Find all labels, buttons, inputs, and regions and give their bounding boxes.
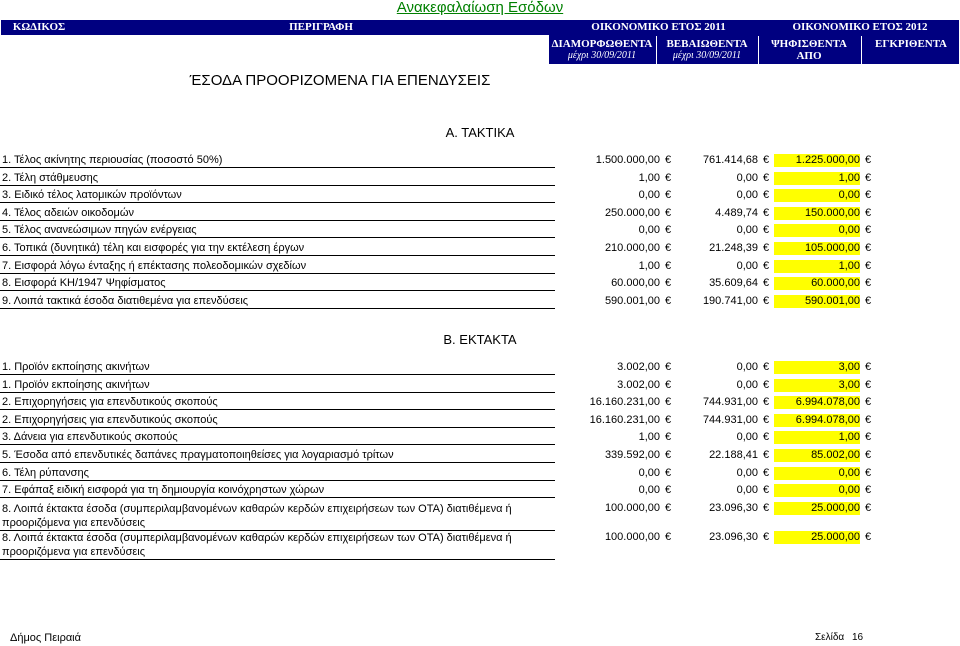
row-label: 3. Δάνεια για επενδυτικούς σκοπούς: [2, 431, 178, 444]
euro-symbol: €: [762, 396, 770, 409]
row-label: 9. Λοιπά τακτικά έσοδα διατιθεμένα για επενδύσεις: [2, 294, 249, 307]
euro-symbol: €: [664, 154, 672, 166]
euro-symbol: €: [664, 224, 672, 237]
euro-symbol: €: [762, 449, 770, 461]
cell-voted: 150.000,00: [774, 207, 860, 220]
table-row: [0, 361, 960, 374]
header-code: ΚΩΔΙΚΟΣ: [12, 21, 66, 33]
table-row: [0, 207, 960, 220]
euro-symbol: €: [864, 502, 872, 514]
table-row: [0, 172, 960, 185]
cell-certified: 190.741,00: [702, 294, 758, 307]
euro-symbol: €: [664, 189, 672, 202]
euro-symbol: €: [762, 484, 770, 497]
cell-voted: 85.002,00: [774, 449, 860, 462]
table-row: [0, 431, 960, 444]
row-divider: [0, 559, 555, 560]
header-divider: [861, 36, 862, 64]
cell-certified: 761.414,68: [702, 154, 758, 166]
header-certified-date: μέχρι 30/09/2011: [672, 50, 742, 61]
cell-voted: 105.000,00: [774, 242, 860, 255]
euro-symbol: €: [864, 259, 872, 272]
cell-certified: 744.931,00: [702, 396, 758, 409]
cell-certified: 0,00: [736, 189, 758, 202]
euro-symbol: €: [762, 531, 770, 543]
row-label: 5. Τέλος ανανεώσιμων πηγών ενέργειας: [2, 224, 197, 237]
euro-symbol: €: [762, 206, 770, 219]
header-formed-label: ΔΙΑΜΟΡΦΩΘΕΝΤΑ: [551, 38, 653, 50]
footer-page-number: 16: [852, 632, 864, 643]
euro-symbol: €: [864, 206, 872, 219]
euro-symbol: €: [664, 484, 672, 497]
regular-heading: Α. ΤΑΚΤΙΚΑ: [445, 125, 515, 140]
cell-voted: 0,00: [774, 484, 860, 497]
row-label: 2. Τέλη στάθμευσης: [2, 171, 99, 184]
euro-symbol: €: [762, 502, 770, 514]
euro-symbol: €: [864, 294, 872, 307]
table-row: [0, 502, 960, 530]
row-divider: [0, 185, 555, 186]
euro-symbol: €: [664, 294, 672, 307]
cell-voted: 60.000,00: [774, 277, 860, 290]
euro-symbol: €: [762, 431, 770, 444]
cell-certified: 35.609,64: [709, 277, 758, 290]
euro-symbol: €: [664, 361, 672, 373]
cell-voted: 590.001,00: [774, 295, 860, 308]
cell-certified: 0,00: [736, 259, 758, 272]
cell-certified: 23.096,30: [709, 531, 758, 543]
euro-symbol: €: [762, 466, 770, 479]
cell-formed: 1,00: [638, 171, 660, 184]
cell-formed: 3.002,00: [617, 361, 660, 373]
cell-certified: 0,00: [736, 466, 758, 479]
row-label: 2. Επιχορηγήσεις για επενδυτικούς σκοπούς: [2, 396, 218, 409]
euro-symbol: €: [664, 206, 672, 219]
euro-symbol: €: [762, 277, 770, 290]
cell-formed: 590.001,00: [604, 294, 660, 307]
row-label: 2. Επιχορηγήσεις για επενδυτικούς σκοπούς: [2, 413, 218, 426]
cell-formed: 1,00: [638, 431, 660, 444]
cell-certified: 22.188,41: [709, 449, 758, 461]
cell-certified: 0,00: [736, 361, 758, 373]
cell-formed: 3.002,00: [617, 378, 660, 391]
cell-formed: 0,00: [638, 484, 660, 497]
table-row: [0, 379, 960, 392]
header-divider: [758, 36, 759, 64]
cell-voted: 3,00: [774, 379, 860, 392]
header-divider: [656, 36, 657, 64]
cell-formed: 210.000,00: [604, 242, 660, 254]
euro-symbol: €: [762, 242, 770, 254]
row-label: 8. Λοιπά έκτακτα έσοδα (συμπεριλαμβανομένων καθαρών κερδών επιχειρήσεων των ΟΤΑ) διατιθέμενα ή προοριζόμενα για επενδύσεις: [2, 503, 512, 529]
header-fy2012: ΟΙΚΟΝΟΜΙΚΟ ΕΤΟΣ 2012: [792, 21, 928, 33]
cell-certified: 0,00: [736, 171, 758, 184]
row-label: 3. Ειδικό τέλος λατομικών προϊόντων: [2, 189, 182, 202]
euro-symbol: €: [762, 361, 770, 373]
cell-certified: 21.248,39: [709, 242, 758, 254]
table-subheader: [549, 35, 959, 74]
euro-symbol: €: [864, 531, 872, 543]
euro-symbol: €: [664, 171, 672, 184]
table-row: [0, 414, 960, 427]
cell-formed: 16.160.231,00: [589, 396, 660, 409]
cell-formed: 0,00: [638, 466, 660, 479]
row-divider: [0, 290, 555, 291]
row-label: 7. Εφάπαξ ειδική εισφορά για τη δημιουργία κοινόχρηστων χώρων: [2, 484, 325, 497]
euro-symbol: €: [762, 224, 770, 237]
header-approved: ΕΓΚΡΙΘΕΝΤΑ: [875, 38, 947, 50]
row-label: 8. Εισφορά ΚΗ/1947 Ψηφίσματος: [2, 277, 166, 290]
euro-symbol: €: [664, 466, 672, 479]
row-divider: [0, 392, 555, 393]
row-label: 6. Τέλη ρύπανσης: [2, 466, 89, 479]
euro-symbol: €: [664, 531, 672, 543]
euro-symbol: €: [664, 277, 672, 290]
euro-symbol: €: [864, 484, 872, 497]
row-label: 6. Τοπικά (δυνητικά) τέλη και εισφορές για την εκτέλεση έργων: [2, 242, 305, 254]
row-divider: [0, 255, 555, 256]
cell-formed: 60.000,00: [611, 277, 660, 290]
extraordinary-heading: Β. ΕΚΤΑΚΤΑ: [443, 332, 517, 347]
row-label: 7. Εισφορά λόγω ένταξης ή επέκτασης πολεοδομικών σχεδίων: [2, 259, 307, 272]
cell-voted: 1.225.000,00: [774, 154, 860, 167]
euro-symbol: €: [864, 378, 872, 391]
cell-voted: 0,00: [774, 189, 860, 202]
row-label: 8. Λοιπά έκτακτα έσοδα (συμπεριλαμβανομένων καθαρών κερδών επιχειρήσεων των ΟΤΑ) διατιθέμενα ή προοριζόμενα για επενδύσεις: [2, 532, 512, 558]
table-row: [0, 467, 960, 480]
cell-certified: 0,00: [736, 224, 758, 237]
header-voted: [759, 38, 859, 74]
euro-symbol: €: [762, 154, 770, 166]
euro-symbol: €: [762, 378, 770, 391]
euro-symbol: €: [864, 171, 872, 184]
euro-symbol: €: [762, 294, 770, 307]
cell-certified: 744.931,00: [702, 413, 758, 426]
footer-organization: Δήμος Πειραιά: [10, 632, 81, 644]
euro-symbol: €: [864, 361, 872, 373]
row-divider: [0, 202, 555, 203]
cell-voted: 3,00: [774, 361, 860, 374]
cell-certified: 0,00: [736, 431, 758, 444]
row-divider: [0, 167, 555, 168]
table-row: [0, 396, 960, 409]
table-row: [0, 484, 960, 497]
cell-voted: 1,00: [774, 431, 860, 444]
cell-formed: 339.592,00: [604, 449, 660, 461]
header-certified-label: ΒΕΒΑΙΩΘΕΝΤΑ: [666, 38, 748, 50]
euro-symbol: €: [762, 171, 770, 184]
cell-voted: 1,00: [774, 260, 860, 273]
euro-symbol: €: [864, 189, 872, 202]
row-divider: [0, 480, 555, 481]
section-title: ΈΣΟΔΑ ΠΡΟΟΡΙΖΟΜΕΝΑ ΓΙΑ ΕΠΕΝΔΥΣΕΙΣ: [189, 72, 491, 89]
euro-symbol: €: [762, 259, 770, 272]
footer-page-label: Σελίδα: [815, 632, 845, 643]
cell-voted: 25.000,00: [774, 531, 860, 544]
euro-symbol: €: [864, 154, 872, 166]
header-certified: [657, 38, 757, 62]
cell-formed: 100.000,00: [604, 502, 660, 514]
row-divider: [0, 220, 555, 221]
euro-symbol: €: [664, 431, 672, 444]
header-fy2011: ΟΙΚΟΝΟΜΙΚΟ ΕΤΟΣ 2011: [591, 21, 726, 33]
euro-symbol: €: [864, 396, 872, 409]
cell-formed: 0,00: [638, 224, 660, 237]
row-label: 4. Τέλος αδειών οικοδομών: [2, 206, 134, 219]
table-row: [0, 154, 960, 167]
euro-symbol: €: [664, 378, 672, 391]
euro-symbol: €: [864, 431, 872, 444]
euro-symbol: €: [864, 466, 872, 479]
cell-voted: 0,00: [774, 467, 860, 480]
row-divider: [0, 427, 555, 428]
header-description: ΠΕΡΙΓΡΑΦΗ: [289, 21, 353, 33]
cell-formed: 16.160.231,00: [589, 413, 660, 426]
cell-formed: 250.000,00: [604, 206, 660, 219]
header-formed-date: μέχρι 30/09/2011: [567, 50, 637, 61]
header-voted-label2: ΤΟ ΔΣ: [793, 62, 825, 74]
cell-formed: 0,00: [638, 189, 660, 202]
euro-symbol: €: [664, 259, 672, 272]
table-header: [1, 20, 959, 35]
cell-voted: 6.994.078,00: [774, 414, 860, 427]
table-row: [0, 449, 960, 462]
cell-certified: 23.096,30: [709, 502, 758, 514]
row-divider: [0, 273, 555, 274]
cell-voted: 6.994.078,00: [774, 396, 860, 409]
header-formed: [549, 38, 655, 62]
euro-symbol: €: [864, 242, 872, 254]
cell-voted: 25.000,00: [774, 502, 860, 515]
euro-symbol: €: [762, 189, 770, 202]
euro-symbol: €: [864, 413, 872, 426]
euro-symbol: €: [864, 449, 872, 461]
row-label: 1. Τέλος ακίνητης περιουσίας (ποσοστό 50%): [2, 154, 223, 166]
euro-symbol: €: [664, 242, 672, 254]
table-row: [0, 242, 960, 255]
table-row: [0, 260, 960, 273]
row-label: 5. Έσοδα από επενδυτικές δαπάνες πραγματοποιηθείσες για λογαριασμό τρίτων: [2, 449, 394, 461]
row-divider: [0, 497, 555, 498]
row-label: 1. Προϊόν εκποίησης ακινήτων: [2, 361, 150, 373]
row-divider: [0, 444, 555, 445]
page-title: Ανακεφαλαίωση Εσόδων: [396, 0, 564, 16]
row-divider: [0, 308, 555, 309]
row-divider: [0, 462, 555, 463]
cell-formed: 100.000,00: [604, 531, 660, 543]
table-row: [0, 224, 960, 237]
cell-formed: 1,00: [638, 259, 660, 272]
header-voted-label: ΨΗΦΙΣΘΕΝΤΑ ΑΠΟ: [771, 38, 847, 62]
euro-symbol: €: [664, 413, 672, 426]
cell-certified: 4.489,74: [715, 206, 758, 219]
row-divider: [0, 374, 555, 375]
row-divider: [0, 237, 555, 238]
table-row: [0, 531, 960, 559]
cell-certified: 0,00: [736, 484, 758, 497]
cell-voted: 0,00: [774, 224, 860, 237]
row-label: 1. Προϊόν εκποίησης ακινήτων: [2, 378, 150, 391]
table-row: [0, 189, 960, 202]
euro-symbol: €: [664, 502, 672, 514]
cell-voted: 1,00: [774, 172, 860, 185]
table-row: [0, 295, 960, 308]
euro-symbol: €: [864, 277, 872, 290]
cell-formed: 1.500.000,00: [595, 154, 660, 166]
row-divider: [0, 409, 555, 410]
euro-symbol: €: [664, 449, 672, 461]
euro-symbol: €: [864, 224, 872, 237]
cell-certified: 0,00: [736, 378, 758, 391]
euro-symbol: €: [664, 396, 672, 409]
euro-symbol: €: [762, 413, 770, 426]
table-row: [0, 277, 960, 290]
